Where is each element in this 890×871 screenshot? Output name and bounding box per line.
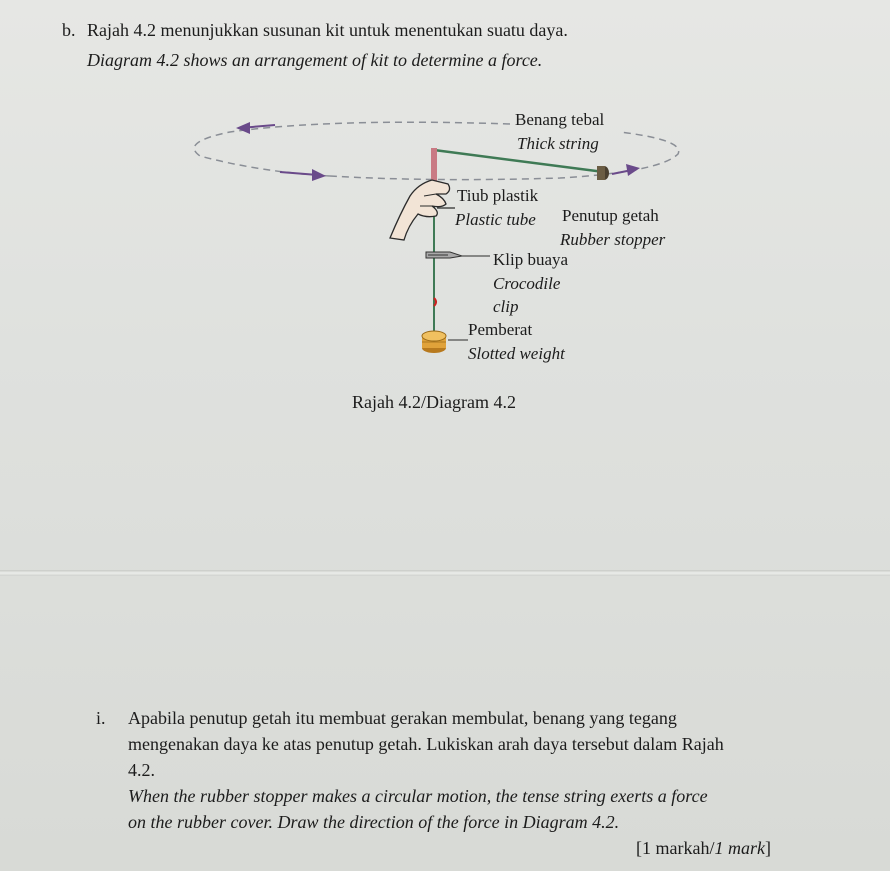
question-i-english-line2: on the rubber cover. Draw the direction of the force in Diagram 4.2. (128, 812, 620, 832)
marks-allocation (636, 838, 771, 859)
motion-arrow-bottom (280, 169, 326, 181)
label-weight-en: Slotted weight (468, 344, 565, 363)
label-crocodile-clip-en-2: clip (493, 297, 519, 316)
rubber-stopper (597, 166, 609, 180)
label-plastic-tube-en: Plastic tube (455, 210, 536, 229)
label-crocodile-clip-en-1: Crocodile (493, 274, 561, 293)
question-b-english: Diagram 4.2 shows an arrangement of kit to determine a force. (87, 50, 543, 70)
label-rubber-stopper-ms: Penutup getah (562, 206, 659, 225)
slotted-weight-icon (422, 331, 446, 353)
motion-arrow-right (612, 164, 640, 176)
question-b-malay: Rajah 4.2 menunjukkan susunan kit untuk menentukan suatu daya. (87, 20, 568, 40)
question-i-malay-line1: Apabila penutup getah itu membuat gerakan membulat, benang yang tegang (128, 708, 677, 728)
hand-icon (390, 180, 450, 240)
diagram-caption: Rajah 4.2/Diagram 4.2 (352, 392, 516, 412)
label-thick-string-en: Thick string (517, 134, 599, 153)
circular-path-front (330, 132, 679, 180)
marks-close: ] (764, 838, 771, 858)
label-weight-ms: Pemberat (468, 320, 533, 339)
question-i-english-line1: When the rubber stopper makes a circular motion, the tense string exerts a force (128, 786, 708, 806)
label-plastic-tube-ms: Tiub plastik (457, 186, 539, 205)
page-fold-divider (0, 570, 890, 576)
marks-ms: [1 markah/ (636, 838, 715, 858)
label-crocodile-clip-ms: Klip buaya (493, 250, 569, 269)
question-i-malay-line2: mengenakan daya ke atas penutup getah. Lukiskan arah daya tersebut dalam Rajah (128, 734, 724, 754)
marks-en: 1 mark (714, 838, 765, 858)
question-i-malay-line3: 4.2. (128, 760, 155, 780)
label-rubber-stopper-en: Rubber stopper (560, 230, 666, 249)
diagram-4-2 (0, 0, 890, 430)
question-i-number: i. (96, 708, 106, 728)
crocodile-clip-icon (426, 252, 462, 258)
question-b-number: b. (62, 20, 76, 40)
label-thick-string-ms: Benang tebal (515, 110, 605, 129)
